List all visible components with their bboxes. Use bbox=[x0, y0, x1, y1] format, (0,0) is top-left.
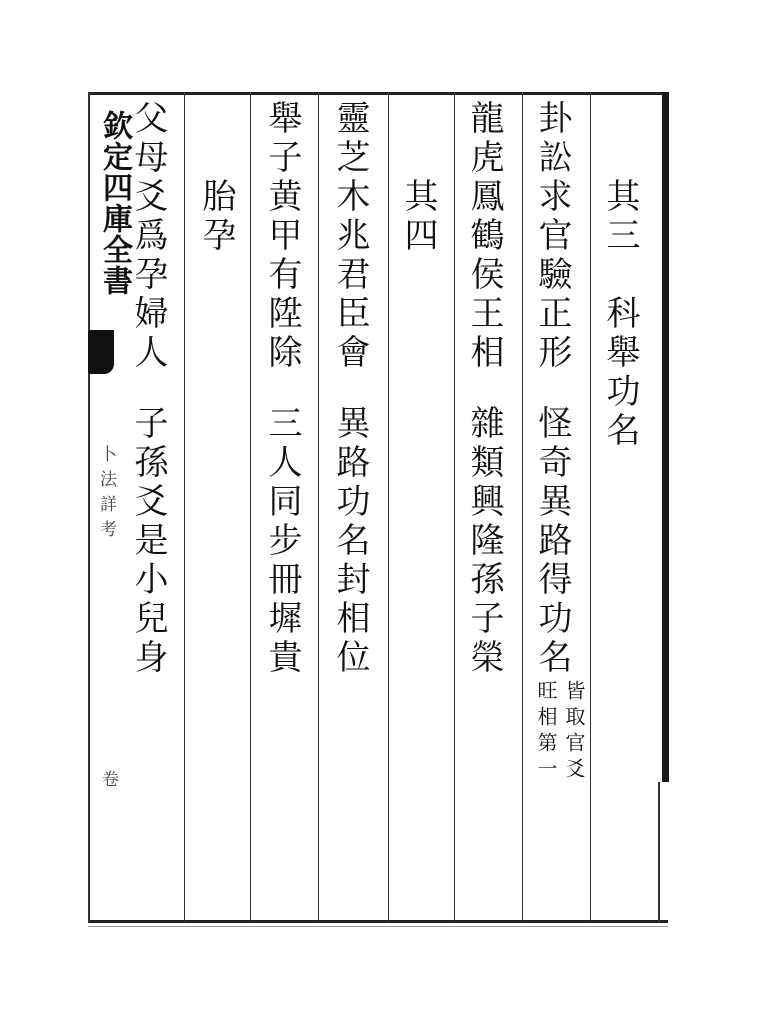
frame-bottom-border bbox=[88, 920, 668, 923]
heading-column: 其四 bbox=[398, 178, 438, 256]
text-column: 三人同步冊墀貴 bbox=[262, 405, 302, 678]
book-title: 欽定四庫全書 bbox=[97, 110, 132, 296]
heading-column: 胎孕 bbox=[196, 178, 236, 256]
column-divider bbox=[318, 92, 319, 922]
frame-right-border-lower bbox=[658, 782, 660, 922]
column-divider bbox=[184, 92, 185, 922]
text-column: 靈芝木兆君臣會 bbox=[330, 100, 370, 373]
section-title: 卜法詳考 bbox=[96, 445, 116, 545]
text-column: 異路功名封相位 bbox=[330, 405, 370, 678]
column-divider bbox=[522, 92, 523, 922]
text-column: 舉子黄甲有陞除 bbox=[262, 100, 302, 373]
frame-bottom-faint-line bbox=[88, 926, 668, 927]
frame-top-border bbox=[88, 92, 668, 95]
text-column: 子孫爻是小兒身 bbox=[128, 405, 168, 678]
text-column: 龍虎鳳鶴侯王相 bbox=[464, 100, 504, 373]
text-column: 卦訟求官驗正形 bbox=[532, 100, 572, 373]
text-column: 父母爻爲孕婦人 bbox=[128, 100, 168, 373]
column-divider bbox=[388, 92, 389, 922]
column-divider bbox=[590, 92, 591, 922]
annotation-column: 旺相第一 bbox=[534, 680, 558, 784]
heading-column: 其三 科舉功名 bbox=[600, 178, 640, 451]
column-divider bbox=[454, 92, 455, 922]
frame-right-border bbox=[662, 92, 669, 782]
column-divider bbox=[250, 92, 251, 922]
page-number: 卷 bbox=[98, 770, 118, 795]
text-column: 怪奇異路得功名 bbox=[532, 405, 572, 678]
text-column: 雜類興隆孫子榮 bbox=[464, 405, 504, 678]
annotation-column: 皆取官爻 bbox=[562, 680, 586, 784]
frame-left-border bbox=[88, 92, 90, 922]
fishtail-mark bbox=[88, 330, 114, 374]
